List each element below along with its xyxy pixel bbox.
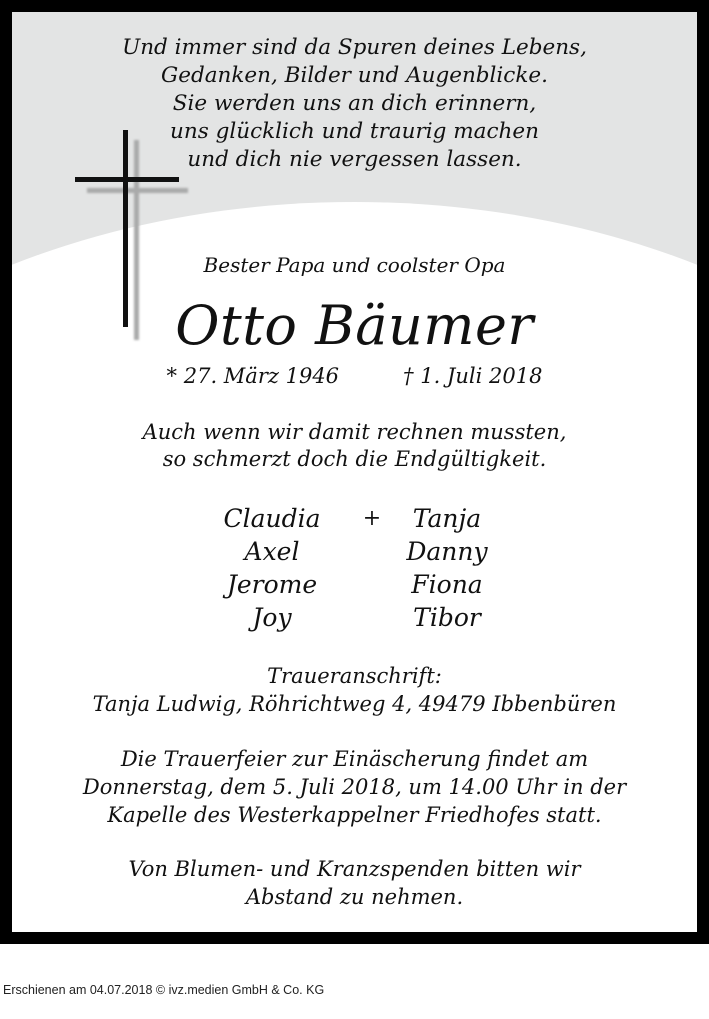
address-line: Tanja Ludwig, Röhrichtweg 4, 49479 Ibbenbüren	[92, 692, 617, 716]
family-member-left: Joy	[252, 603, 292, 632]
family-row	[12, 502, 697, 535]
poem-line: Gedanken, Bilder und Augenblicke.	[161, 63, 548, 88]
death-date: † 1. Juli 2018	[403, 364, 543, 388]
flowers-note	[12, 855, 697, 911]
ceremony-info	[12, 745, 697, 829]
ceremony-line: Donnerstag, dem 5. Juli 2018, um 14.00 Uhr in der	[82, 775, 627, 799]
poem-line: und dich nie vergessen lassen.	[187, 147, 522, 172]
deceased-name: Otto Bäumer	[175, 294, 534, 357]
quote-line: Auch wenn wir damit rechnen mussten,	[142, 420, 567, 444]
family-member-right: Fiona	[411, 570, 483, 599]
life-dates	[12, 362, 697, 390]
poem	[12, 34, 697, 174]
poem-line: uns glücklich und traurig machen	[170, 119, 539, 144]
poem-line: Sie werden uns an dich erinnern,	[172, 91, 537, 116]
family-row	[12, 535, 697, 568]
address-label: Traueranschrift:	[267, 664, 442, 688]
poem-line: Und immer sind da Spuren deines Lebens,	[122, 35, 587, 60]
cross-shadow-horizontal	[87, 188, 188, 193]
flowers-line: Abstand zu nehmen.	[245, 885, 464, 909]
family-member-right: Danny	[406, 537, 488, 566]
family-row	[12, 568, 697, 601]
family-member-right: Tanja	[412, 504, 482, 533]
family-member-left: Axel	[244, 537, 300, 566]
family-member-left: Claudia	[223, 504, 321, 533]
family-list	[12, 502, 697, 634]
family-row	[12, 601, 697, 634]
quote	[12, 419, 697, 473]
birth-date: * 27. März 1946	[166, 364, 340, 388]
family-member-left: Jerome	[226, 570, 318, 599]
subtitle: Bester Papa und coolster Opa	[203, 253, 506, 277]
family-member-right: Tibor	[413, 603, 481, 632]
plus-sign: +	[362, 506, 382, 531]
cross-horizontal	[75, 177, 179, 182]
notice-content	[12, 12, 697, 932]
quote-line: so schmerzt doch die Endgültigkeit.	[162, 447, 547, 471]
ceremony-line: Die Trauerfeier zur Einäscherung findet am	[120, 747, 589, 771]
flowers-line: Von Blumen- und Kranzspenden bitten wir	[128, 857, 581, 881]
publication-footer: Erschienen am 04.07.2018 © ivz.medien GmbH & Co. KG	[3, 983, 325, 997]
mourning-address	[12, 662, 697, 718]
ceremony-line: Kapelle des Westerkappelner Friedhofes statt.	[107, 803, 602, 827]
